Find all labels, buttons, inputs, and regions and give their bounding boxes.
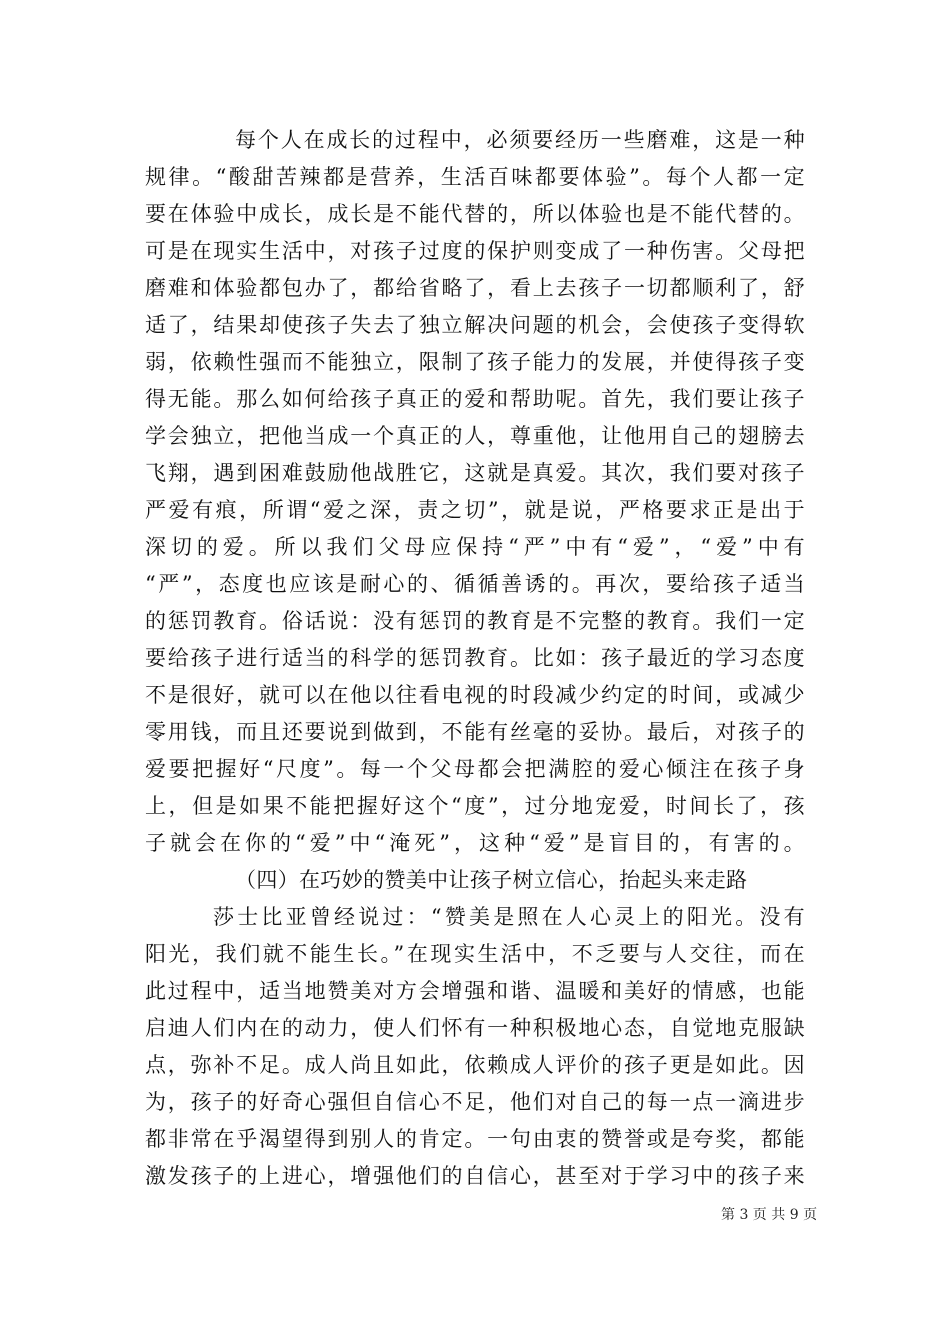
paragraph-line: 莎士比亚曾经说过：“赞美是照在人心灵上的阳光。没有 [213,905,805,929]
paragraph-line: 都非常在乎渴望得到别人的肯定。一句由衷的赞誉或是夸奖，都能 [145,1127,805,1151]
paragraph-line: 爱要把握好“尺度”。每一个父母都会把满腔的爱心倾注在孩子身 [145,757,805,781]
section-heading: （四）在巧妙的赞美中让孩子树立信心，抬起头来走路 [235,868,748,892]
paragraph-line: 此过程中，适当地赞美对方会增强和谐、温暖和美好的情感，也能 [145,979,805,1003]
paragraph-line: 磨难和体验都包办了，都给省略了，看上去孩子一切都顺利了，舒 [145,276,805,300]
paragraph-line: 得无能。那么如何给孩子真正的爱和帮助呢。首先，我们要让孩子 [145,387,805,411]
paragraph-line: 飞翔，遇到困难鼓励他战胜它，这就是真爱。其次，我们要对孩子 [145,461,805,485]
page-number: 第 3 页 共 9 页 [721,1207,818,1223]
paragraph-line: “严”，态度也应该是耐心的、循循善诱的。再次，要给孩子适当 [145,572,805,596]
paragraph-line: 为，孩子的好奇心强但自信心不足，他们对自己的每一点一滴进步 [145,1090,805,1114]
paragraph-line: 不是很好，就可以在他以往看电视的时段减少约定的时间，或减少 [145,683,805,707]
paragraph-line: 要在体验中成长，成长是不能代替的，所以体验也是不能代替的。 [145,202,805,226]
paragraph-line: 零用钱，而且还要说到做到，不能有丝毫的妥协。最后，对孩子的 [145,720,805,744]
paragraph-line: 阳光，我们就不能生长。”在现实生活中，不乏要与人交往，而在 [145,942,805,966]
paragraph-line: 上，但是如果不能把握好这个“度”，过分地宠爱，时间长了，孩 [145,794,805,818]
paragraph-line: 严爱有痕，所谓“爱之深，责之切”，就是说，严格要求正是出于 [145,498,805,522]
paragraph-line: 要给孩子进行适当的科学的惩罚教育。比如：孩子最近的学习态度 [145,646,805,670]
paragraph-line: 每个人在成长的过程中，必须要经历一些磨难，这是一种 [235,128,805,152]
paragraph-line: 学会独立，把他当成一个真正的人，尊重他，让他用自己的翅膀去 [145,424,805,448]
paragraph-line: 适了，结果却使孩子失去了独立解决问题的机会，会使孩子变得软 [145,313,805,337]
paragraph-line: 激发孩子的上进心，增强他们的自信心，甚至对于学习中的孩子来 [145,1164,805,1188]
paragraph-line: 点，弥补不足。成人尚且如此，依赖成人评价的孩子更是如此。因 [145,1053,805,1077]
paragraph-line: 规律。“酸甜苦辣都是营养，生活百味都要体验”。每个人都一定 [145,165,805,189]
paragraph-line: 可是在现实生活中，对孩子过度的保护则变成了一种伤害。父母把 [145,239,805,263]
paragraph-line: 弱，依赖性强而不能独立，限制了孩子能力的发展，并使得孩子变 [145,350,805,374]
paragraph-line: 子就会在你的“爱”中“淹死”，这种“爱”是盲目的，有害的。 [145,831,805,855]
paragraph-line: 深切的爱。所以我们父母应保持“严”中有“爱”，“爱”中有 [145,535,805,559]
paragraph-line: 的惩罚教育。俗话说：没有惩罚的教育是不完整的教育。我们一定 [145,609,805,633]
paragraph-line: 启迪人们内在的动力，使人们怀有一种积极地心态，自觉地克服缺 [145,1016,805,1040]
